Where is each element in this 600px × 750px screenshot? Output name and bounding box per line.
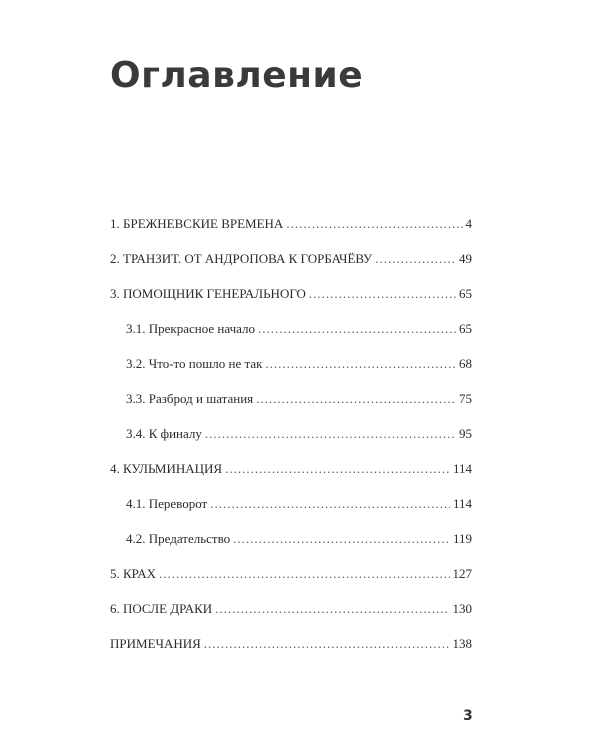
toc-entry-page: 49 [459,251,472,266]
toc-entry-label: 4.2. Предательство [126,531,231,546]
toc-subentry[interactable] [110,424,472,459]
toc-entry-label: 2. ТРАНЗИТ. ОТ АНДРОПОВА К ГОРБАЧЁВУ [110,251,373,266]
toc-entry[interactable] [110,599,472,634]
toc-leader-dots [265,354,456,374]
toc-subentry[interactable] [110,529,472,564]
page-title: Оглавление [110,55,364,96]
toc-leader-dots [258,319,456,339]
toc-entry-label: 3.1. Прекрасное начало [126,321,256,336]
page-number: 3 [463,708,473,724]
toc-entry[interactable] [110,564,472,599]
toc-entry-page: 65 [459,321,472,336]
toc-leader-dots [204,634,450,654]
toc-entry-label: ПРИМЕЧАНИЯ [110,636,201,651]
toc-subentry[interactable] [110,494,472,529]
toc-subentry[interactable] [110,389,472,424]
toc-entry[interactable] [110,284,472,319]
toc-entry-page: 75 [459,391,472,406]
table-of-contents [110,214,472,669]
toc-entry-page: 4 [465,216,472,231]
toc-leader-dots [309,284,456,304]
toc-subentry[interactable] [110,319,472,354]
toc-entry-page: 138 [452,636,472,651]
toc-entry[interactable] [110,459,472,494]
toc-leader-dots [215,599,449,619]
toc-entry-label: 1. БРЕЖНЕВСКИЕ ВРЕМЕНА [110,216,284,231]
toc-leader-dots [256,389,456,409]
toc-leader-dots [225,459,450,479]
toc-entry-page: 68 [459,356,472,371]
toc-leader-dots [375,249,456,269]
toc-entry-page: 65 [459,286,472,301]
toc-subentry[interactable] [110,354,472,389]
toc-entry-page: 119 [452,531,472,546]
toc-leader-dots [286,214,462,234]
toc-entry-label: 3.4. К финалу [126,426,202,441]
toc-entry-page: 114 [452,461,472,476]
toc-leader-dots [159,564,449,584]
toc-entry-label: 4.1. Переворот [126,496,208,511]
toc-entry[interactable] [110,214,472,249]
toc-entry[interactable] [110,249,472,284]
toc-entry-label: 3.2. Что-то пошло не так [126,356,263,371]
toc-entry-page: 95 [459,426,472,441]
toc-entry[interactable] [110,634,472,669]
toc-entry-page: 114 [452,496,472,511]
toc-leader-dots [210,494,450,514]
toc-entry-label: 3.3. Разброд и шатания [126,391,254,406]
toc-entry-page: 130 [452,601,472,616]
toc-entry-page: 127 [452,566,472,581]
toc-entry-label: 4. КУЛЬМИНАЦИЯ [110,461,223,476]
toc-entry-label: 6. ПОСЛЕ ДРАКИ [110,601,213,616]
toc-entry-label: 3. ПОМОЩНИК ГЕНЕРАЛЬНОГО [110,286,306,301]
toc-leader-dots [205,424,456,444]
toc-entry-label: 5. КРАХ [110,566,157,581]
toc-leader-dots [233,529,450,549]
